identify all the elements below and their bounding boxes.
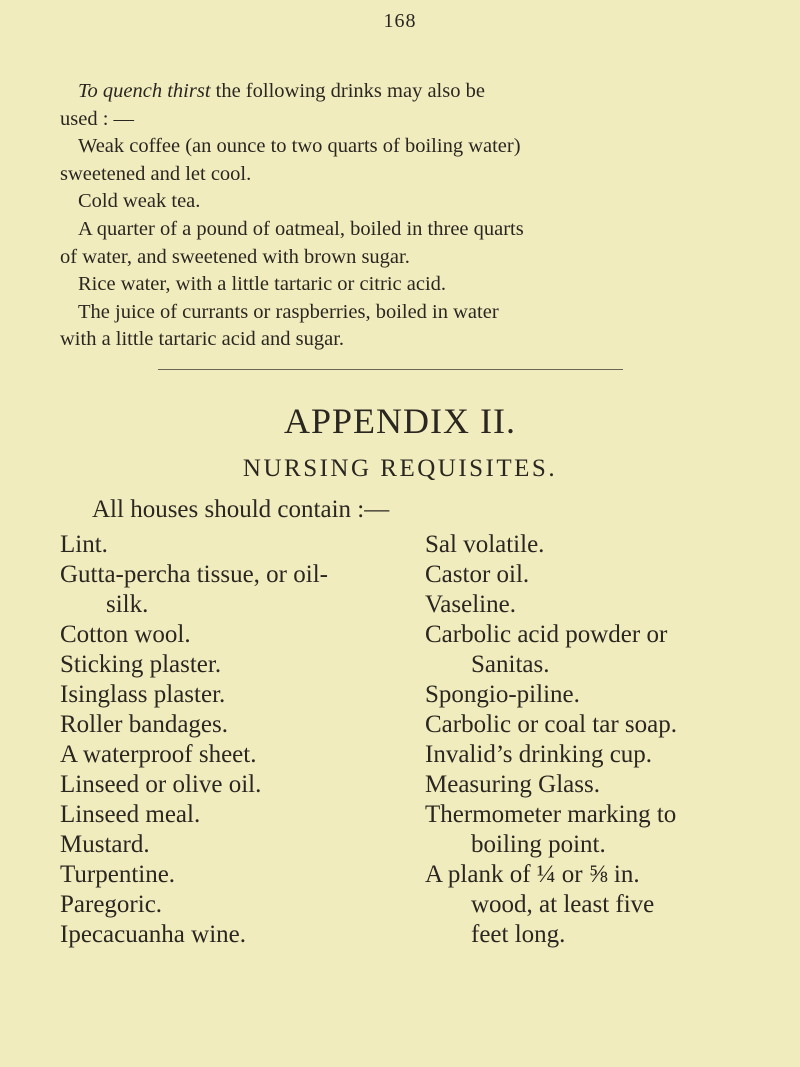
drink-item-5-cont: with a little tartaric acid and sugar. — [60, 328, 345, 351]
drinks-intro-rest: the following drinks may also be — [210, 80, 485, 102]
requisite-item: A waterproof sheet. — [60, 741, 257, 768]
drinks-intro — [60, 78, 750, 106]
requisite-item: Lint. — [60, 531, 108, 558]
requisite-item: Turpentine. — [60, 861, 176, 888]
section-divider — [158, 369, 623, 370]
requisite-item: Spongio-piline. — [425, 681, 580, 708]
requisite-item: Paregoric. — [60, 891, 163, 918]
requisite-item: Carbolic acid powder or — [425, 621, 668, 648]
requisites-right-column — [425, 530, 765, 950]
requisite-item: Isinglass plaster. — [60, 681, 226, 708]
drink-item-1: Weak coffee (an ounce to two quarts of boiling water) — [78, 135, 521, 158]
drinks-section — [60, 78, 750, 354]
drink-item-4: Rice water, with a little tartaric or citric acid. — [78, 273, 447, 296]
requisite-item: Carbolic or coal tar soap. — [425, 711, 677, 738]
appendix-title: APPENDIX II. — [284, 401, 516, 441]
drinks-intro-italic: To quench thirst — [78, 80, 211, 102]
requisite-item: Sticking plaster. — [60, 651, 222, 678]
appendix-subtitle: NURSING REQUISITES. — [242, 455, 558, 482]
appendix-intro: All houses should contain :— — [92, 496, 390, 523]
requisite-item: Sal volatile. — [425, 531, 545, 558]
requisites-left-column — [60, 530, 400, 950]
requisite-item: Castor oil. — [425, 561, 530, 588]
page-number: 168 — [383, 10, 417, 32]
drink-item-2: Cold weak tea. — [78, 190, 201, 213]
requisite-item-cont: silk. — [106, 591, 149, 618]
requisite-item: Cotton wool. — [60, 621, 191, 648]
requisite-item-cont: feet long. — [471, 921, 566, 948]
requisite-item: Measuring Glass. — [425, 771, 600, 798]
requisite-item: A plank of ¼ or ⅝ in. — [425, 861, 640, 888]
requisite-item-cont: boiling point. — [471, 831, 606, 858]
requisite-item: Gutta-percha tissue, or oil- — [60, 561, 328, 588]
drink-item-3-cont: of water, and sweetened with brown sugar. — [60, 245, 410, 268]
drink-item-1-cont: sweetened and let cool. — [60, 162, 252, 185]
requisite-item: Invalid’s drinking cup. — [425, 741, 653, 768]
requisite-item: Ipecacuanha wine. — [60, 921, 246, 948]
drinks-intro-line2: used : — — [60, 107, 135, 130]
requisite-item: Linseed meal. — [60, 801, 201, 828]
requisite-item: Mustard. — [60, 831, 150, 858]
requisite-item: Vaseline. — [425, 591, 516, 618]
requisite-item: Linseed or olive oil. — [60, 771, 262, 798]
drink-item-3: A quarter of a pound of oatmeal, boiled in three quarts — [78, 217, 524, 240]
requisite-item: Thermometer marking to — [425, 801, 677, 828]
requisite-item: Roller bandages. — [60, 711, 229, 738]
requisite-item-cont: wood, at least five — [471, 891, 655, 918]
drink-item-5: The juice of currants or raspberries, boiled in water — [78, 300, 499, 323]
requisite-item-cont: Sanitas. — [471, 651, 550, 678]
